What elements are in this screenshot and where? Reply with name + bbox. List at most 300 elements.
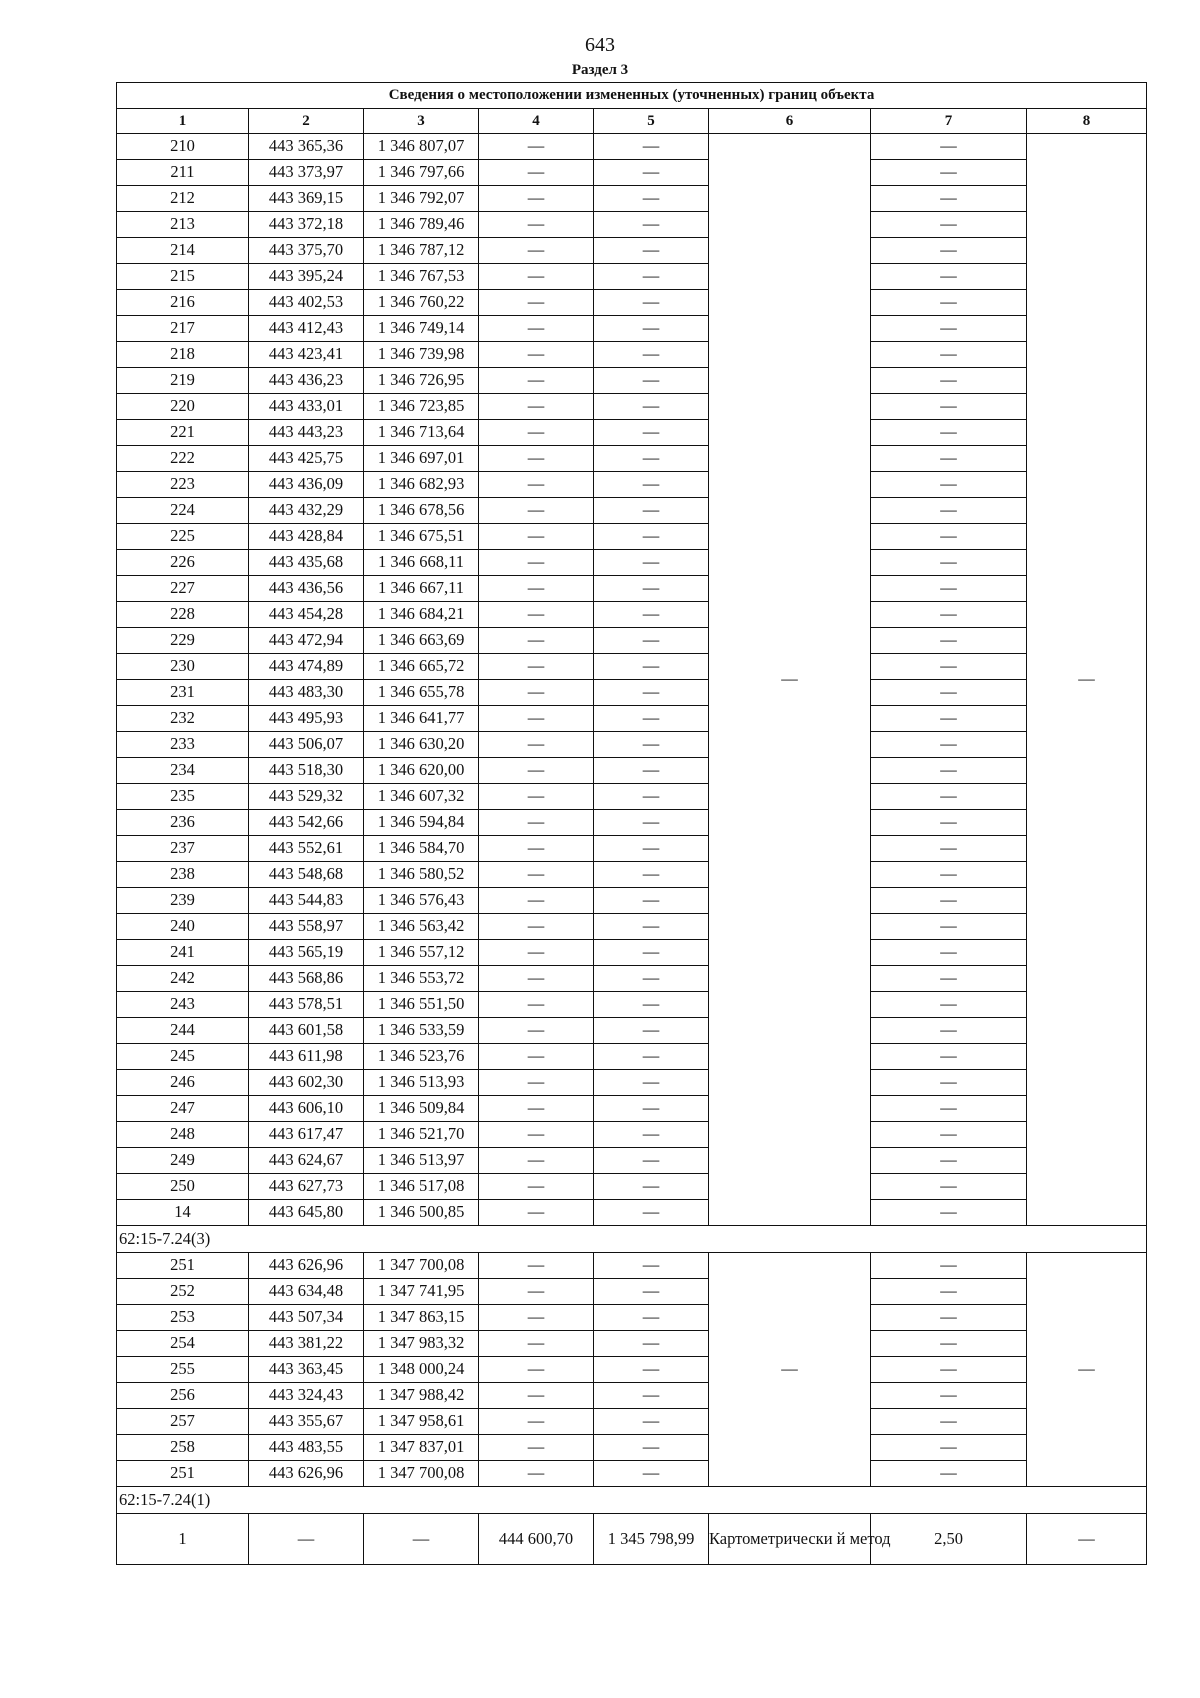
- coord-y-cell: 1 346 723,85: [364, 394, 479, 420]
- col5-dash-cell: —: [594, 1435, 709, 1461]
- point-number-cell: 217: [117, 316, 249, 342]
- coord-x-cell: 443 602,30: [249, 1070, 364, 1096]
- col5-dash-cell: —: [594, 914, 709, 940]
- coord-x-cell: 443 365,36: [249, 134, 364, 160]
- table-row: [117, 628, 1147, 654]
- col4-dash-cell: —: [479, 368, 594, 394]
- coord-y-cell: 1 346 760,22: [364, 290, 479, 316]
- col5-dash-cell: —: [594, 940, 709, 966]
- col4-dash-cell: —: [479, 342, 594, 368]
- col4-dash-cell: —: [479, 394, 594, 420]
- coord-x-cell: 443 617,47: [249, 1122, 364, 1148]
- point-number-cell: 211: [117, 160, 249, 186]
- coord-y-cell: 1 346 726,95: [364, 368, 479, 394]
- table-row: [117, 1383, 1147, 1409]
- table-row: [117, 1514, 1147, 1565]
- col4-dash-cell: —: [479, 966, 594, 992]
- coord-x-cell: 443 423,41: [249, 342, 364, 368]
- coord-y-cell: 1 348 000,24: [364, 1357, 479, 1383]
- coord-x-cell: 443 381,22: [249, 1331, 364, 1357]
- coord-x-cell: 443 375,70: [249, 238, 364, 264]
- col5-dash-cell: —: [594, 810, 709, 836]
- coord-y-cell: 1 347 983,32: [364, 1331, 479, 1357]
- coord-x-cell: 443 432,29: [249, 498, 364, 524]
- col7-dash-cell: —: [871, 1461, 1027, 1487]
- table-row: [117, 160, 1147, 186]
- col5-dash-cell: —: [594, 212, 709, 238]
- col5-dash-cell: —: [594, 1200, 709, 1226]
- point-number-cell: 234: [117, 758, 249, 784]
- point-number-cell: 249: [117, 1148, 249, 1174]
- coord-x-cell: 443 402,53: [249, 290, 364, 316]
- table-row: [117, 446, 1147, 472]
- col4-cell: 444 600,70: [479, 1514, 594, 1565]
- point-number-cell: 253: [117, 1305, 249, 1331]
- col7-dash-cell: —: [871, 1279, 1027, 1305]
- coord-x-cell: 443 369,15: [249, 186, 364, 212]
- col4-dash-cell: —: [479, 1122, 594, 1148]
- coord-x-cell: 443 544,83: [249, 888, 364, 914]
- coord-y-cell: 1 346 523,76: [364, 1044, 479, 1070]
- col7-dash-cell: —: [871, 810, 1027, 836]
- coord-y-cell: 1 346 641,77: [364, 706, 479, 732]
- coord-y-cell: 1 346 739,98: [364, 342, 479, 368]
- coord-x-cell: 443 395,24: [249, 264, 364, 290]
- point-number-cell: 242: [117, 966, 249, 992]
- col4-dash-cell: —: [479, 602, 594, 628]
- coord-x-cell: 443 627,73: [249, 1174, 364, 1200]
- col5-dash-cell: —: [594, 420, 709, 446]
- coord-x-cell: 443 436,23: [249, 368, 364, 394]
- coord-x-cell: 443 435,68: [249, 550, 364, 576]
- table-row: [117, 1305, 1147, 1331]
- table-row: [117, 1461, 1147, 1487]
- col5-dash-cell: —: [594, 316, 709, 342]
- col7-dash-cell: —: [871, 212, 1027, 238]
- table-row: [117, 654, 1147, 680]
- coord-x-cell: 443 425,75: [249, 446, 364, 472]
- point-number-cell: 14: [117, 1200, 249, 1226]
- coord-x-cell: 443 372,18: [249, 212, 364, 238]
- col7-dash-cell: —: [871, 732, 1027, 758]
- point-number-cell: 235: [117, 784, 249, 810]
- col5-dash-cell: —: [594, 472, 709, 498]
- coord-y-cell: 1 346 517,08: [364, 1174, 479, 1200]
- col5-dash-cell: —: [594, 342, 709, 368]
- table-row: [117, 1174, 1147, 1200]
- coord-x-cell: 443 568,86: [249, 966, 364, 992]
- point-number-cell: 237: [117, 836, 249, 862]
- table-row: [117, 498, 1147, 524]
- col7-dash-cell: —: [871, 1148, 1027, 1174]
- table-row: [117, 680, 1147, 706]
- col5-dash-cell: —: [594, 264, 709, 290]
- coord-y-cell: 1 346 584,70: [364, 836, 479, 862]
- col7-dash-cell: —: [871, 238, 1027, 264]
- point-number-cell: 224: [117, 498, 249, 524]
- coord-y-cell: 1 347 988,42: [364, 1383, 479, 1409]
- coord-x-cell: 443 483,55: [249, 1435, 364, 1461]
- point-number-cell: 238: [117, 862, 249, 888]
- col7-dash-cell: —: [871, 1331, 1027, 1357]
- table-row: [117, 134, 1147, 160]
- col4-dash-cell: —: [479, 1174, 594, 1200]
- col4-dash-cell: —: [479, 1383, 594, 1409]
- point-number-cell: 212: [117, 186, 249, 212]
- col5-dash-cell: —: [594, 1148, 709, 1174]
- coord-y-cell: 1 346 797,66: [364, 160, 479, 186]
- col5-dash-cell: —: [594, 966, 709, 992]
- table-row: [117, 368, 1147, 394]
- col7-dash-cell: —: [871, 420, 1027, 446]
- boundary-table: [116, 82, 1147, 1565]
- point-number-cell: 222: [117, 446, 249, 472]
- column-header: 3: [364, 109, 479, 134]
- col4-dash-cell: —: [479, 1435, 594, 1461]
- point-number-cell: 227: [117, 576, 249, 602]
- coord-x-cell: 443 443,23: [249, 420, 364, 446]
- coord-y-cell: 1 346 557,12: [364, 940, 479, 966]
- coord-x-cell: 443 495,93: [249, 706, 364, 732]
- table-row: [117, 1279, 1147, 1305]
- table-row: [117, 1044, 1147, 1070]
- col7-dash-cell: —: [871, 498, 1027, 524]
- coord-y-cell: —: [364, 1514, 479, 1565]
- coord-x-cell: 443 645,80: [249, 1200, 364, 1226]
- coord-y-cell: 1 346 675,51: [364, 524, 479, 550]
- col5-dash-cell: —: [594, 732, 709, 758]
- point-number-cell: 241: [117, 940, 249, 966]
- coord-y-cell: 1 346 682,93: [364, 472, 479, 498]
- table-row: [117, 914, 1147, 940]
- table-row: [117, 706, 1147, 732]
- col5-dash-cell: —: [594, 654, 709, 680]
- coord-x-cell: 443 412,43: [249, 316, 364, 342]
- col5-dash-cell: —: [594, 1070, 709, 1096]
- point-number-cell: 233: [117, 732, 249, 758]
- coord-x-cell: 443 363,45: [249, 1357, 364, 1383]
- coord-y-cell: 1 346 807,07: [364, 134, 479, 160]
- coord-y-cell: 1 346 787,12: [364, 238, 479, 264]
- point-number-cell: 257: [117, 1409, 249, 1435]
- col4-dash-cell: —: [479, 1148, 594, 1174]
- col5-dash-cell: —: [594, 134, 709, 160]
- col7-dash-cell: —: [871, 1305, 1027, 1331]
- coord-y-cell: 1 347 700,08: [364, 1461, 479, 1487]
- point-number-cell: 216: [117, 290, 249, 316]
- col4-dash-cell: —: [479, 290, 594, 316]
- coord-x-cell: 443 611,98: [249, 1044, 364, 1070]
- col4-dash-cell: —: [479, 1096, 594, 1122]
- coord-x-cell: 443 542,66: [249, 810, 364, 836]
- col7-dash-cell: —: [871, 160, 1027, 186]
- col4-dash-cell: —: [479, 134, 594, 160]
- column-header: 2: [249, 109, 364, 134]
- point-number-cell: 226: [117, 550, 249, 576]
- coord-y-cell: 1 346 513,97: [364, 1148, 479, 1174]
- point-number-cell: 225: [117, 524, 249, 550]
- point-number-cell: 254: [117, 1331, 249, 1357]
- column-header: 6: [709, 109, 871, 134]
- col7-dash-cell: —: [871, 654, 1027, 680]
- col5-dash-cell: —: [594, 524, 709, 550]
- col4-dash-cell: —: [479, 1409, 594, 1435]
- table-row: [117, 1409, 1147, 1435]
- table-row: [117, 1122, 1147, 1148]
- point-number-cell: 221: [117, 420, 249, 446]
- table-row: [117, 1331, 1147, 1357]
- coord-y-cell: 1 346 533,59: [364, 1018, 479, 1044]
- point-number-cell: 213: [117, 212, 249, 238]
- col7-dash-cell: —: [871, 1018, 1027, 1044]
- col7-dash-cell: —: [871, 368, 1027, 394]
- col4-dash-cell: —: [479, 1253, 594, 1279]
- coord-y-cell: 1 346 684,21: [364, 602, 479, 628]
- col7-dash-cell: —: [871, 1044, 1027, 1070]
- col8-cell: —: [1027, 1514, 1147, 1565]
- col4-dash-cell: —: [479, 706, 594, 732]
- coord-x-cell: 443 474,89: [249, 654, 364, 680]
- method-cell: Картометрически й метод: [709, 1514, 871, 1565]
- table-row: [117, 810, 1147, 836]
- col4-dash-cell: —: [479, 550, 594, 576]
- col4-dash-cell: —: [479, 1331, 594, 1357]
- col6-merged-cell: —: [709, 134, 871, 1226]
- point-number-cell: 215: [117, 264, 249, 290]
- col7-dash-cell: —: [871, 186, 1027, 212]
- point-number-cell: 247: [117, 1096, 249, 1122]
- coord-y-cell: 1 346 678,56: [364, 498, 479, 524]
- col4-dash-cell: —: [479, 238, 594, 264]
- col7-dash-cell: —: [871, 1096, 1027, 1122]
- col7-dash-cell: —: [871, 134, 1027, 160]
- col5-dash-cell: —: [594, 1253, 709, 1279]
- col5-dash-cell: —: [594, 368, 709, 394]
- table-row: [117, 316, 1147, 342]
- table-row: [117, 212, 1147, 238]
- coord-y-cell: 1 346 792,07: [364, 186, 479, 212]
- point-number-cell: 229: [117, 628, 249, 654]
- col7-dash-cell: —: [871, 784, 1027, 810]
- col5-dash-cell: —: [594, 1174, 709, 1200]
- coord-y-cell: 1 346 607,32: [364, 784, 479, 810]
- col4-dash-cell: —: [479, 1357, 594, 1383]
- coord-x-cell: 443 606,10: [249, 1096, 364, 1122]
- column-header: 4: [479, 109, 594, 134]
- block-label: 62:15-7.24(3): [117, 1226, 1147, 1253]
- point-number-cell: 243: [117, 992, 249, 1018]
- col4-dash-cell: —: [479, 836, 594, 862]
- coord-x-cell: 443 518,30: [249, 758, 364, 784]
- col5-dash-cell: —: [594, 576, 709, 602]
- point-number-cell: 258: [117, 1435, 249, 1461]
- coord-y-cell: 1 346 513,93: [364, 1070, 479, 1096]
- coord-y-cell: 1 347 837,01: [364, 1435, 479, 1461]
- col4-dash-cell: —: [479, 680, 594, 706]
- col7-dash-cell: —: [871, 1253, 1027, 1279]
- coord-y-cell: 1 346 563,42: [364, 914, 479, 940]
- coord-y-cell: 1 346 789,46: [364, 212, 479, 238]
- coord-x-cell: 443 483,30: [249, 680, 364, 706]
- col7-dash-cell: —: [871, 680, 1027, 706]
- col5-dash-cell: —: [594, 1305, 709, 1331]
- point-number-cell: 239: [117, 888, 249, 914]
- col7-dash-cell: —: [871, 316, 1027, 342]
- point-number-cell: 228: [117, 602, 249, 628]
- coord-y-cell: 1 346 630,20: [364, 732, 479, 758]
- table-row: [117, 186, 1147, 212]
- col7-dash-cell: —: [871, 1200, 1027, 1226]
- col5-dash-cell: —: [594, 1409, 709, 1435]
- col7-dash-cell: —: [871, 446, 1027, 472]
- point-number-cell: 252: [117, 1279, 249, 1305]
- col4-dash-cell: —: [479, 1200, 594, 1226]
- col5-dash-cell: —: [594, 550, 709, 576]
- table-row: [117, 1253, 1147, 1279]
- point-number-cell: 236: [117, 810, 249, 836]
- point-number-cell: 251: [117, 1461, 249, 1487]
- col7-dash-cell: —: [871, 1357, 1027, 1383]
- table-row: [117, 472, 1147, 498]
- table-row: [117, 1018, 1147, 1044]
- table-row: [117, 342, 1147, 368]
- col5-dash-cell: —: [594, 862, 709, 888]
- coord-y-cell: 1 347 863,15: [364, 1305, 479, 1331]
- column-header: 7: [871, 109, 1027, 134]
- coord-y-cell: 1 347 700,08: [364, 1253, 479, 1279]
- page-number: 643: [585, 34, 615, 56]
- col7-dash-cell: —: [871, 1070, 1027, 1096]
- col4-dash-cell: —: [479, 1279, 594, 1305]
- coord-x-cell: —: [249, 1514, 364, 1565]
- point-number-cell: 220: [117, 394, 249, 420]
- coord-x-cell: 443 634,48: [249, 1279, 364, 1305]
- col7-dash-cell: —: [871, 862, 1027, 888]
- col4-dash-cell: —: [479, 628, 594, 654]
- col7-dash-cell: —: [871, 1383, 1027, 1409]
- point-number-cell: 214: [117, 238, 249, 264]
- col4-dash-cell: —: [479, 524, 594, 550]
- col7-dash-cell: —: [871, 290, 1027, 316]
- coord-x-cell: 443 373,97: [249, 160, 364, 186]
- col4-dash-cell: —: [479, 940, 594, 966]
- col5-dash-cell: —: [594, 1122, 709, 1148]
- column-header: 1: [117, 109, 249, 134]
- table-row: [117, 784, 1147, 810]
- coord-y-cell: 1 346 594,84: [364, 810, 479, 836]
- coord-x-cell: 443 565,19: [249, 940, 364, 966]
- coord-y-cell: 1 346 655,78: [364, 680, 479, 706]
- table-row: [117, 758, 1147, 784]
- col5-dash-cell: —: [594, 602, 709, 628]
- col4-dash-cell: —: [479, 1044, 594, 1070]
- col5-dash-cell: —: [594, 186, 709, 212]
- col7-dash-cell: —: [871, 394, 1027, 420]
- col5-dash-cell: —: [594, 238, 709, 264]
- table-row: [117, 888, 1147, 914]
- coord-x-cell: 443 507,34: [249, 1305, 364, 1331]
- coord-y-cell: 1 346 668,11: [364, 550, 479, 576]
- coord-x-cell: 443 433,01: [249, 394, 364, 420]
- col7-dash-cell: —: [871, 706, 1027, 732]
- table-row: [117, 862, 1147, 888]
- col4-dash-cell: —: [479, 758, 594, 784]
- table-row: [117, 1148, 1147, 1174]
- table-row: [117, 1096, 1147, 1122]
- coord-y-cell: 1 346 509,84: [364, 1096, 479, 1122]
- col4-dash-cell: —: [479, 784, 594, 810]
- col4-dash-cell: —: [479, 862, 594, 888]
- point-number-cell: 251: [117, 1253, 249, 1279]
- col4-dash-cell: —: [479, 160, 594, 186]
- point-number-cell: 256: [117, 1383, 249, 1409]
- table-row: [117, 290, 1147, 316]
- table-row: [117, 576, 1147, 602]
- col7-dash-cell: —: [871, 576, 1027, 602]
- table-caption: Сведения о местоположении измененных (уточненных) границ объекта: [117, 83, 1147, 109]
- table-row: [117, 1200, 1147, 1226]
- accuracy-cell: 2,50: [871, 1514, 1027, 1565]
- table-row: [117, 420, 1147, 446]
- col4-dash-cell: —: [479, 1070, 594, 1096]
- col5-dash-cell: —: [594, 1357, 709, 1383]
- col7-dash-cell: —: [871, 1174, 1027, 1200]
- table-row: [117, 992, 1147, 1018]
- table-row: [117, 836, 1147, 862]
- col5-dash-cell: —: [594, 706, 709, 732]
- coord-x-cell: 443 626,96: [249, 1461, 364, 1487]
- col4-dash-cell: —: [479, 1305, 594, 1331]
- column-header: 5: [594, 109, 709, 134]
- col4-dash-cell: —: [479, 654, 594, 680]
- section-title: Раздел 3: [571, 62, 629, 78]
- coord-x-cell: 443 472,94: [249, 628, 364, 654]
- column-header: 8: [1027, 109, 1147, 134]
- coord-x-cell: 443 324,43: [249, 1383, 364, 1409]
- coord-y-cell: 1 346 521,70: [364, 1122, 479, 1148]
- col4-dash-cell: —: [479, 992, 594, 1018]
- table-row: [117, 238, 1147, 264]
- table-row: [117, 966, 1147, 992]
- table-row: [117, 732, 1147, 758]
- col4-dash-cell: —: [479, 186, 594, 212]
- col5-dash-cell: —: [594, 680, 709, 706]
- col5-dash-cell: —: [594, 1018, 709, 1044]
- col4-dash-cell: —: [479, 420, 594, 446]
- coord-y-cell: 1 346 551,50: [364, 992, 479, 1018]
- col7-dash-cell: —: [871, 602, 1027, 628]
- col7-dash-cell: —: [871, 836, 1027, 862]
- coord-y-cell: 1 346 553,72: [364, 966, 479, 992]
- coord-y-cell: 1 346 663,69: [364, 628, 479, 654]
- col7-dash-cell: —: [871, 1122, 1027, 1148]
- table-row: [117, 264, 1147, 290]
- col5-dash-cell: —: [594, 1331, 709, 1357]
- col7-dash-cell: —: [871, 940, 1027, 966]
- col7-dash-cell: —: [871, 524, 1027, 550]
- col7-dash-cell: —: [871, 914, 1027, 940]
- col4-dash-cell: —: [479, 732, 594, 758]
- col5-dash-cell: —: [594, 1044, 709, 1070]
- point-number-cell: 218: [117, 342, 249, 368]
- point-number-cell: 223: [117, 472, 249, 498]
- col4-dash-cell: —: [479, 498, 594, 524]
- col5-dash-cell: —: [594, 888, 709, 914]
- point-number-cell: 1: [117, 1514, 249, 1565]
- block-label-row: [117, 1226, 1147, 1253]
- col5-dash-cell: —: [594, 784, 709, 810]
- col4-dash-cell: —: [479, 446, 594, 472]
